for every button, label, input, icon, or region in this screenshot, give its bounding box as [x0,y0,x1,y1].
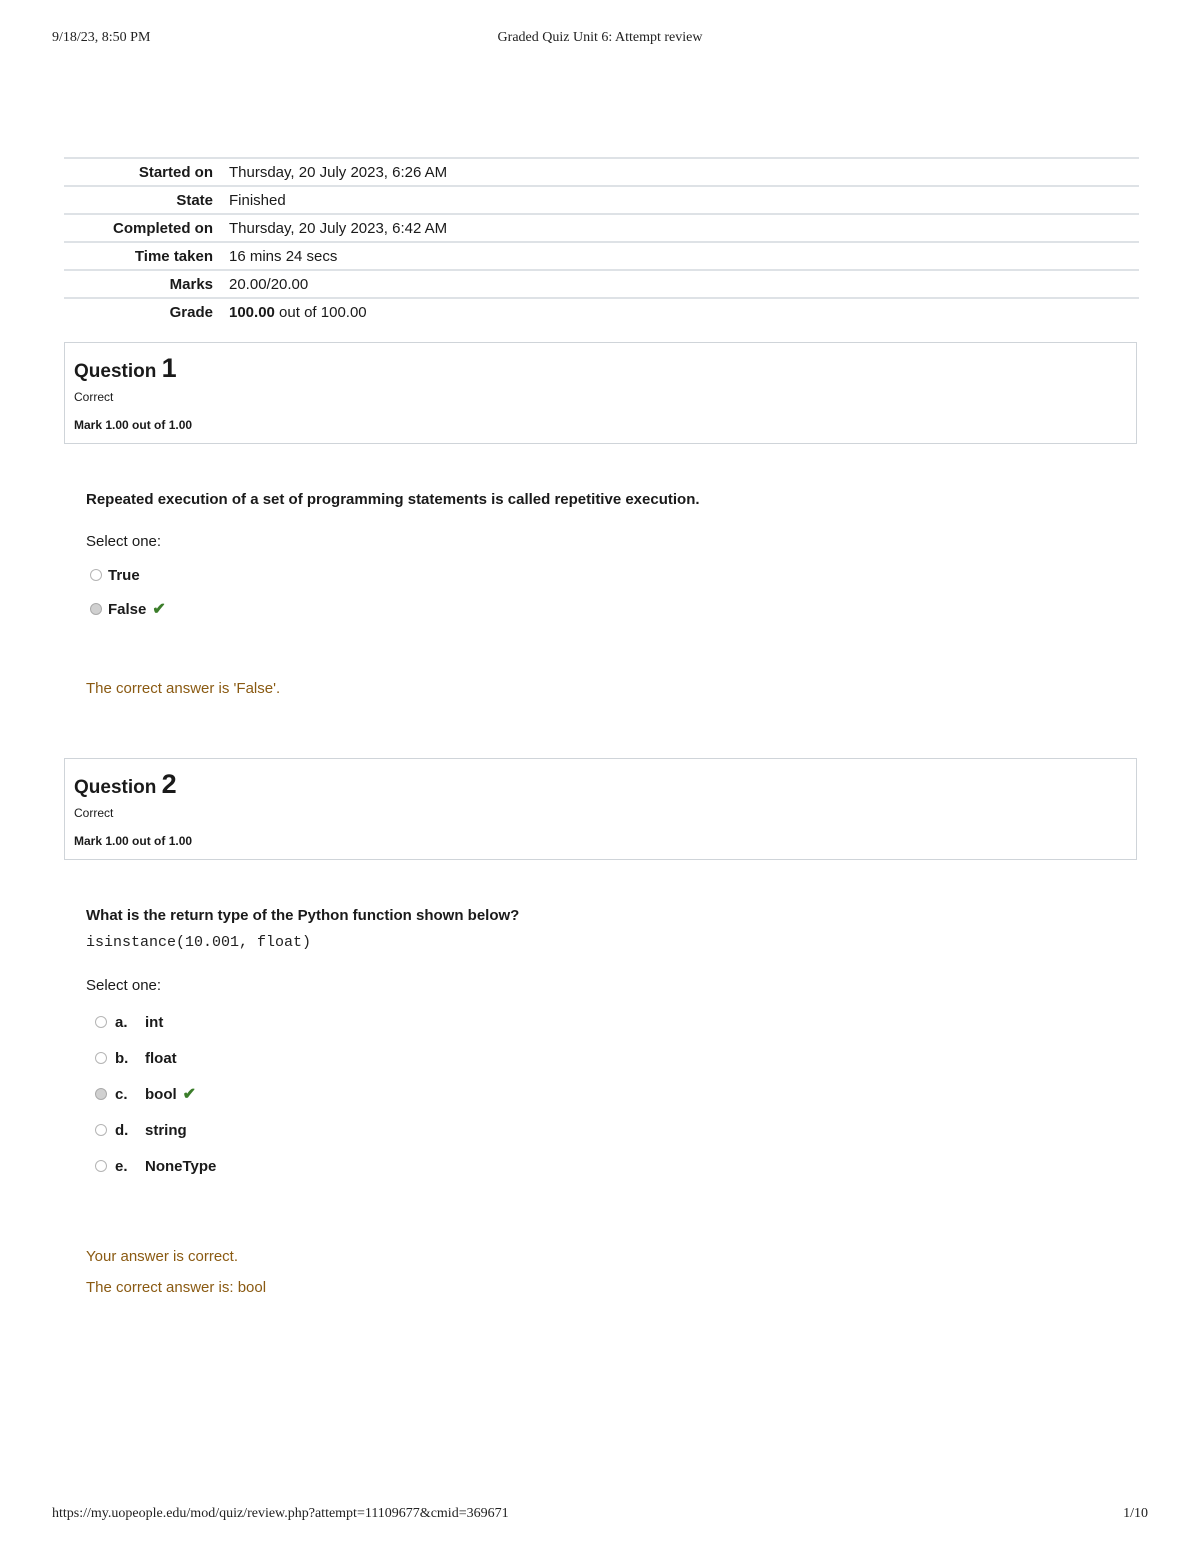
answer-options [86,1004,519,1184]
option-letter: d. [115,1121,129,1139]
summary-value: Thursday, 20 July 2023, 6:42 AM [223,214,1139,242]
print-url: https://my.uopeople.edu/mod/quiz/review.php?attempt=11109677&cmid=369671 [52,1506,509,1521]
question-state: Correct [74,806,114,820]
answer-option-false[interactable] [86,592,700,626]
summary-label: State [64,186,223,214]
answer-label: string [145,1121,187,1139]
question-mark: Mark 1.00 out of 1.00 [74,418,193,432]
question-heading: Question [74,777,157,798]
summary-label: Started on [64,158,223,186]
summary-value: Thursday, 20 July 2023, 6:26 AM [223,158,1139,186]
summary-label: Completed on [64,214,223,242]
correct-answer-feedback: The correct answer is 'False'. [86,680,281,697]
summary-label: Grade [64,298,223,325]
question-text-main: Repeated execution of a set of programming statements is called [86,491,555,508]
summary-value [223,298,1139,325]
grade-out-of: out of 100.00 [274,303,367,321]
question-1-info [64,342,1137,444]
answer-option-e[interactable] [91,1148,519,1184]
question-heading: Question [74,361,157,382]
print-page-title: Graded Quiz Unit 6: Attempt review [497,30,703,45]
answer-options [86,558,700,626]
radio-button[interactable] [95,1124,107,1136]
summary-row-time-taken [64,242,1139,270]
answer-label: False [108,600,147,618]
summary-row-started [64,158,1139,186]
correct-answer-feedback: The correct answer is: bool [86,1279,267,1296]
summary-label: Marks [64,270,223,298]
question-mark: Mark 1.00 out of 1.00 [74,834,193,848]
answer-label: float [145,1049,177,1067]
radio-button-selected[interactable] [95,1088,107,1100]
answer-label: bool [145,1085,177,1103]
correct-check-icon: ✔ [182,1086,197,1103]
select-one-prompt: Select one: [86,977,162,994]
select-one-prompt: Select one: [86,533,162,550]
option-letter: b. [115,1049,129,1067]
print-page-number: 1/10 [1123,1506,1148,1521]
option-letter: a. [115,1013,128,1031]
question-2-content [86,907,519,1296]
radio-button[interactable] [95,1016,107,1028]
summary-value: Finished [223,186,1139,214]
option-letter: e. [115,1157,128,1175]
summary-value: 20.00/20.00 [223,270,1139,298]
summary-row-state [64,186,1139,214]
grade-score: 100.00 [229,303,275,321]
answer-correct-feedback: Your answer is correct. [86,1248,239,1265]
summary-row-grade [64,298,1139,325]
question-state: Correct [74,390,114,404]
summary-value: 16 mins 24 secs [223,242,1139,270]
question-number-value: 2 [161,769,177,799]
question-text: What is the return type of the Python function shown below? [86,907,520,924]
question-number [74,769,1127,800]
answer-label: True [108,566,140,584]
radio-button[interactable] [95,1052,107,1064]
option-letter: c. [115,1085,128,1103]
radio-button[interactable] [90,569,102,581]
summary-row-completed [64,214,1139,242]
print-footer [52,1506,1148,1526]
answer-option-c[interactable] [91,1076,519,1112]
print-header [52,30,1148,50]
question-text [86,491,700,508]
answer-label: int [145,1013,164,1031]
correct-check-icon: ✔ [152,601,166,618]
question-text-bold: repetitive execution. [554,491,700,508]
answer-option-true[interactable] [86,558,700,592]
answer-option-a[interactable] [91,1004,519,1040]
radio-button-selected[interactable] [90,603,102,615]
question-2-info [64,758,1137,860]
print-datetime: 9/18/23, 8:50 PM [52,30,151,45]
summary-label: Time taken [64,242,223,270]
code-snippet: isinstance(10.001, float) [86,934,312,951]
answer-option-d[interactable] [91,1112,519,1148]
radio-button[interactable] [95,1160,107,1172]
summary-row-marks [64,270,1139,298]
question-number-value: 1 [161,353,177,383]
answer-label: NoneType [145,1157,217,1175]
question-1-content [86,491,700,697]
answer-option-b[interactable] [91,1040,519,1076]
question-number [74,353,1127,384]
attempt-summary-table [64,157,1139,325]
